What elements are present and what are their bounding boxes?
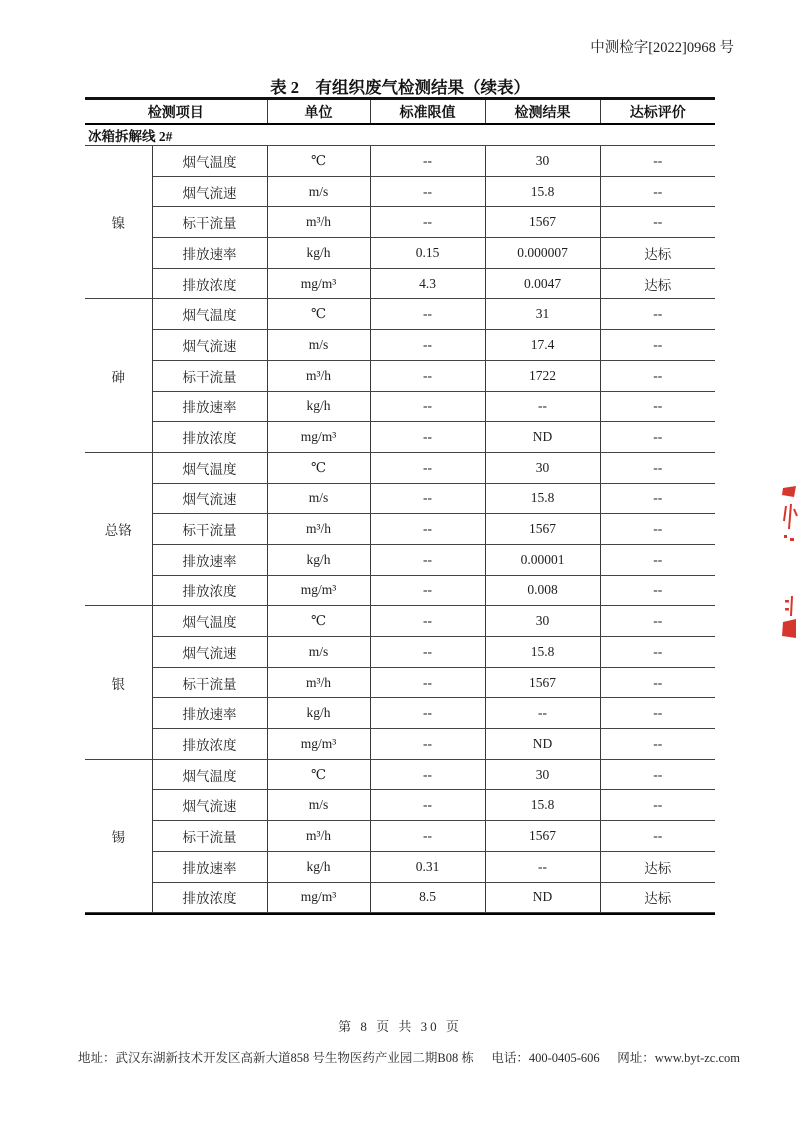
table-row bbox=[85, 299, 715, 330]
param-cell: 烟气温度 bbox=[152, 299, 267, 330]
group-name-cell: 锡 bbox=[85, 759, 152, 912]
table-row bbox=[85, 882, 715, 913]
eval-cell: 达标 bbox=[600, 882, 715, 913]
footer-website: 网址：www.byt-zc.com bbox=[617, 1051, 740, 1065]
eval-cell: -- bbox=[600, 146, 715, 177]
result-cell: 1567 bbox=[485, 821, 600, 852]
result-cell: 0.0047 bbox=[485, 268, 600, 299]
limit-cell: -- bbox=[370, 698, 485, 729]
unit-cell: mg/m³ bbox=[267, 268, 370, 299]
unit-cell: m/s bbox=[267, 483, 370, 514]
eval-cell: -- bbox=[600, 544, 715, 575]
header-row bbox=[85, 100, 715, 124]
column-header-result: 检测结果 bbox=[485, 100, 600, 124]
result-cell: 30 bbox=[485, 146, 600, 177]
eval-cell: -- bbox=[600, 483, 715, 514]
limit-cell: -- bbox=[370, 299, 485, 330]
stamp-cluster-top bbox=[782, 486, 797, 541]
param-cell: 烟气流速 bbox=[152, 790, 267, 821]
result-cell: 15.8 bbox=[485, 483, 600, 514]
param-cell: 标干流量 bbox=[152, 821, 267, 852]
param-cell: 烟气温度 bbox=[152, 452, 267, 483]
column-header-unit: 单位 bbox=[267, 100, 370, 124]
unit-cell: m³/h bbox=[267, 821, 370, 852]
table-row bbox=[85, 575, 715, 606]
stamp-cluster-bottom bbox=[782, 596, 796, 638]
column-header-limit: 标准限值 bbox=[370, 100, 485, 124]
table-row bbox=[85, 790, 715, 821]
unit-cell: m³/h bbox=[267, 207, 370, 238]
group-name-cell: 银 bbox=[85, 606, 152, 759]
unit-cell: m³/h bbox=[267, 360, 370, 391]
page-number: 第 8 页 共 30 页 bbox=[338, 1019, 462, 1034]
doc-number: 中测检字[2022]0968 号 bbox=[590, 40, 734, 56]
limit-cell: -- bbox=[370, 821, 485, 852]
limit-cell: -- bbox=[370, 667, 485, 698]
param-cell: 标干流量 bbox=[152, 514, 267, 545]
unit-cell: mg/m³ bbox=[267, 729, 370, 760]
limit-cell: 0.15 bbox=[370, 238, 485, 269]
table-row bbox=[85, 268, 715, 299]
limit-cell: -- bbox=[370, 729, 485, 760]
param-cell: 标干流量 bbox=[152, 667, 267, 698]
table-row bbox=[85, 452, 715, 483]
result-cell: 0.008 bbox=[485, 575, 600, 606]
unit-cell: m³/h bbox=[267, 514, 370, 545]
eval-cell: -- bbox=[600, 821, 715, 852]
table-row bbox=[85, 729, 715, 760]
limit-cell: -- bbox=[370, 759, 485, 790]
eval-cell: -- bbox=[600, 452, 715, 483]
eval-cell: -- bbox=[600, 422, 715, 453]
eval-cell: -- bbox=[600, 330, 715, 361]
unit-cell: m/s bbox=[267, 637, 370, 668]
unit-cell: mg/m³ bbox=[267, 882, 370, 913]
eval-cell: -- bbox=[600, 360, 715, 391]
limit-cell: 8.5 bbox=[370, 882, 485, 913]
param-cell: 烟气流速 bbox=[152, 176, 267, 207]
table-body bbox=[85, 124, 715, 913]
limit-cell: -- bbox=[370, 575, 485, 606]
limit-cell: -- bbox=[370, 514, 485, 545]
result-cell: ND bbox=[485, 422, 600, 453]
unit-cell: ℃ bbox=[267, 606, 370, 637]
param-cell: 排放浓度 bbox=[152, 882, 267, 913]
limit-cell: -- bbox=[370, 207, 485, 238]
unit-cell: m/s bbox=[267, 790, 370, 821]
eval-cell: -- bbox=[600, 207, 715, 238]
limit-cell: -- bbox=[370, 790, 485, 821]
result-cell: 30 bbox=[485, 452, 600, 483]
unit-cell: ℃ bbox=[267, 299, 370, 330]
results-table-wrap bbox=[85, 97, 715, 915]
eval-cell: -- bbox=[600, 606, 715, 637]
result-cell: ND bbox=[485, 729, 600, 760]
limit-cell: -- bbox=[370, 637, 485, 668]
limit-cell: -- bbox=[370, 330, 485, 361]
result-cell: ND bbox=[485, 882, 600, 913]
param-cell: 排放速率 bbox=[152, 698, 267, 729]
result-cell: 0.00001 bbox=[485, 544, 600, 575]
table-row bbox=[85, 821, 715, 852]
result-cell: 15.8 bbox=[485, 790, 600, 821]
group-name-cell: 总铬 bbox=[85, 452, 152, 605]
eval-cell: -- bbox=[600, 514, 715, 545]
limit-cell: -- bbox=[370, 360, 485, 391]
table-row bbox=[85, 544, 715, 575]
footer-phone: 电话：400-0405-606 bbox=[491, 1051, 600, 1065]
result-cell: 17.4 bbox=[485, 330, 600, 361]
param-cell: 排放速率 bbox=[152, 851, 267, 882]
table-title: 表 2 有组织废气检测结果（续表） bbox=[270, 78, 530, 97]
unit-cell: m/s bbox=[267, 330, 370, 361]
limit-cell: 4.3 bbox=[370, 268, 485, 299]
eval-cell: -- bbox=[600, 637, 715, 668]
unit-cell: kg/h bbox=[267, 851, 370, 882]
limit-cell: 0.31 bbox=[370, 851, 485, 882]
eval-cell: -- bbox=[600, 698, 715, 729]
param-cell: 排放浓度 bbox=[152, 575, 267, 606]
limit-cell: -- bbox=[370, 452, 485, 483]
result-cell: 30 bbox=[485, 606, 600, 637]
red-stamp-fragment bbox=[776, 483, 800, 643]
table-row bbox=[85, 422, 715, 453]
param-cell: 标干流量 bbox=[152, 360, 267, 391]
unit-cell: m/s bbox=[267, 176, 370, 207]
param-cell: 烟气温度 bbox=[152, 759, 267, 790]
table-row bbox=[85, 176, 715, 207]
results-table bbox=[85, 100, 715, 913]
param-cell: 烟气流速 bbox=[152, 483, 267, 514]
table-row bbox=[85, 360, 715, 391]
table-row bbox=[85, 238, 715, 269]
param-cell: 排放速率 bbox=[152, 391, 267, 422]
unit-cell: m³/h bbox=[267, 667, 370, 698]
table-row bbox=[85, 330, 715, 361]
group-name-cell: 镍 bbox=[85, 146, 152, 299]
result-cell: 1567 bbox=[485, 514, 600, 545]
limit-cell: -- bbox=[370, 422, 485, 453]
table-row bbox=[85, 207, 715, 238]
table-row bbox=[85, 483, 715, 514]
footer-contact-line bbox=[78, 1048, 740, 1066]
param-cell: 排放速率 bbox=[152, 544, 267, 575]
unit-cell: mg/m³ bbox=[267, 575, 370, 606]
table-row bbox=[85, 146, 715, 177]
param-cell: 排放浓度 bbox=[152, 268, 267, 299]
footer-address: 地址：武汉东湖新技术开发区高新大道858 号生物医药产业园二期B08 栋 bbox=[78, 1051, 474, 1065]
limit-cell: -- bbox=[370, 483, 485, 514]
eval-cell: -- bbox=[600, 391, 715, 422]
unit-cell: mg/m³ bbox=[267, 422, 370, 453]
table-row bbox=[85, 606, 715, 637]
table-row bbox=[85, 667, 715, 698]
param-cell: 烟气温度 bbox=[152, 146, 267, 177]
param-cell: 排放速率 bbox=[152, 238, 267, 269]
result-cell: 1567 bbox=[485, 667, 600, 698]
section-row bbox=[85, 124, 715, 146]
unit-cell: kg/h bbox=[267, 238, 370, 269]
unit-cell: ℃ bbox=[267, 759, 370, 790]
result-cell: -- bbox=[485, 391, 600, 422]
column-header-item: 检测项目 bbox=[85, 100, 267, 124]
limit-cell: -- bbox=[370, 544, 485, 575]
limit-cell: -- bbox=[370, 146, 485, 177]
column-header-eval: 达标评价 bbox=[600, 100, 715, 124]
result-cell: 30 bbox=[485, 759, 600, 790]
param-cell: 烟气流速 bbox=[152, 330, 267, 361]
result-cell: -- bbox=[485, 698, 600, 729]
table-row bbox=[85, 759, 715, 790]
unit-cell: kg/h bbox=[267, 391, 370, 422]
result-cell: 1722 bbox=[485, 360, 600, 391]
result-cell: 31 bbox=[485, 299, 600, 330]
table-row bbox=[85, 851, 715, 882]
eval-cell: 达标 bbox=[600, 238, 715, 269]
result-cell: -- bbox=[485, 851, 600, 882]
param-cell: 排放浓度 bbox=[152, 422, 267, 453]
unit-cell: kg/h bbox=[267, 544, 370, 575]
unit-cell: kg/h bbox=[267, 698, 370, 729]
eval-cell: -- bbox=[600, 759, 715, 790]
param-cell: 烟气温度 bbox=[152, 606, 267, 637]
limit-cell: -- bbox=[370, 606, 485, 637]
table-row bbox=[85, 514, 715, 545]
eval-cell: -- bbox=[600, 176, 715, 207]
group-name-cell: 砷 bbox=[85, 299, 152, 452]
eval-cell: -- bbox=[600, 790, 715, 821]
table-row bbox=[85, 698, 715, 729]
param-cell: 烟气流速 bbox=[152, 637, 267, 668]
eval-cell: -- bbox=[600, 729, 715, 760]
eval-cell: 达标 bbox=[600, 851, 715, 882]
result-cell: 15.8 bbox=[485, 176, 600, 207]
eval-cell: -- bbox=[600, 299, 715, 330]
limit-cell: -- bbox=[370, 391, 485, 422]
eval-cell: 达标 bbox=[600, 268, 715, 299]
unit-cell: ℃ bbox=[267, 452, 370, 483]
param-cell: 标干流量 bbox=[152, 207, 267, 238]
result-cell: 0.000007 bbox=[485, 238, 600, 269]
table-row bbox=[85, 637, 715, 668]
table-row bbox=[85, 391, 715, 422]
eval-cell: -- bbox=[600, 667, 715, 698]
unit-cell: ℃ bbox=[267, 146, 370, 177]
limit-cell: -- bbox=[370, 176, 485, 207]
result-cell: 15.8 bbox=[485, 637, 600, 668]
section-label: 冰箱拆解线 2# bbox=[85, 124, 715, 146]
result-cell: 1567 bbox=[485, 207, 600, 238]
param-cell: 排放浓度 bbox=[152, 729, 267, 760]
eval-cell: -- bbox=[600, 575, 715, 606]
